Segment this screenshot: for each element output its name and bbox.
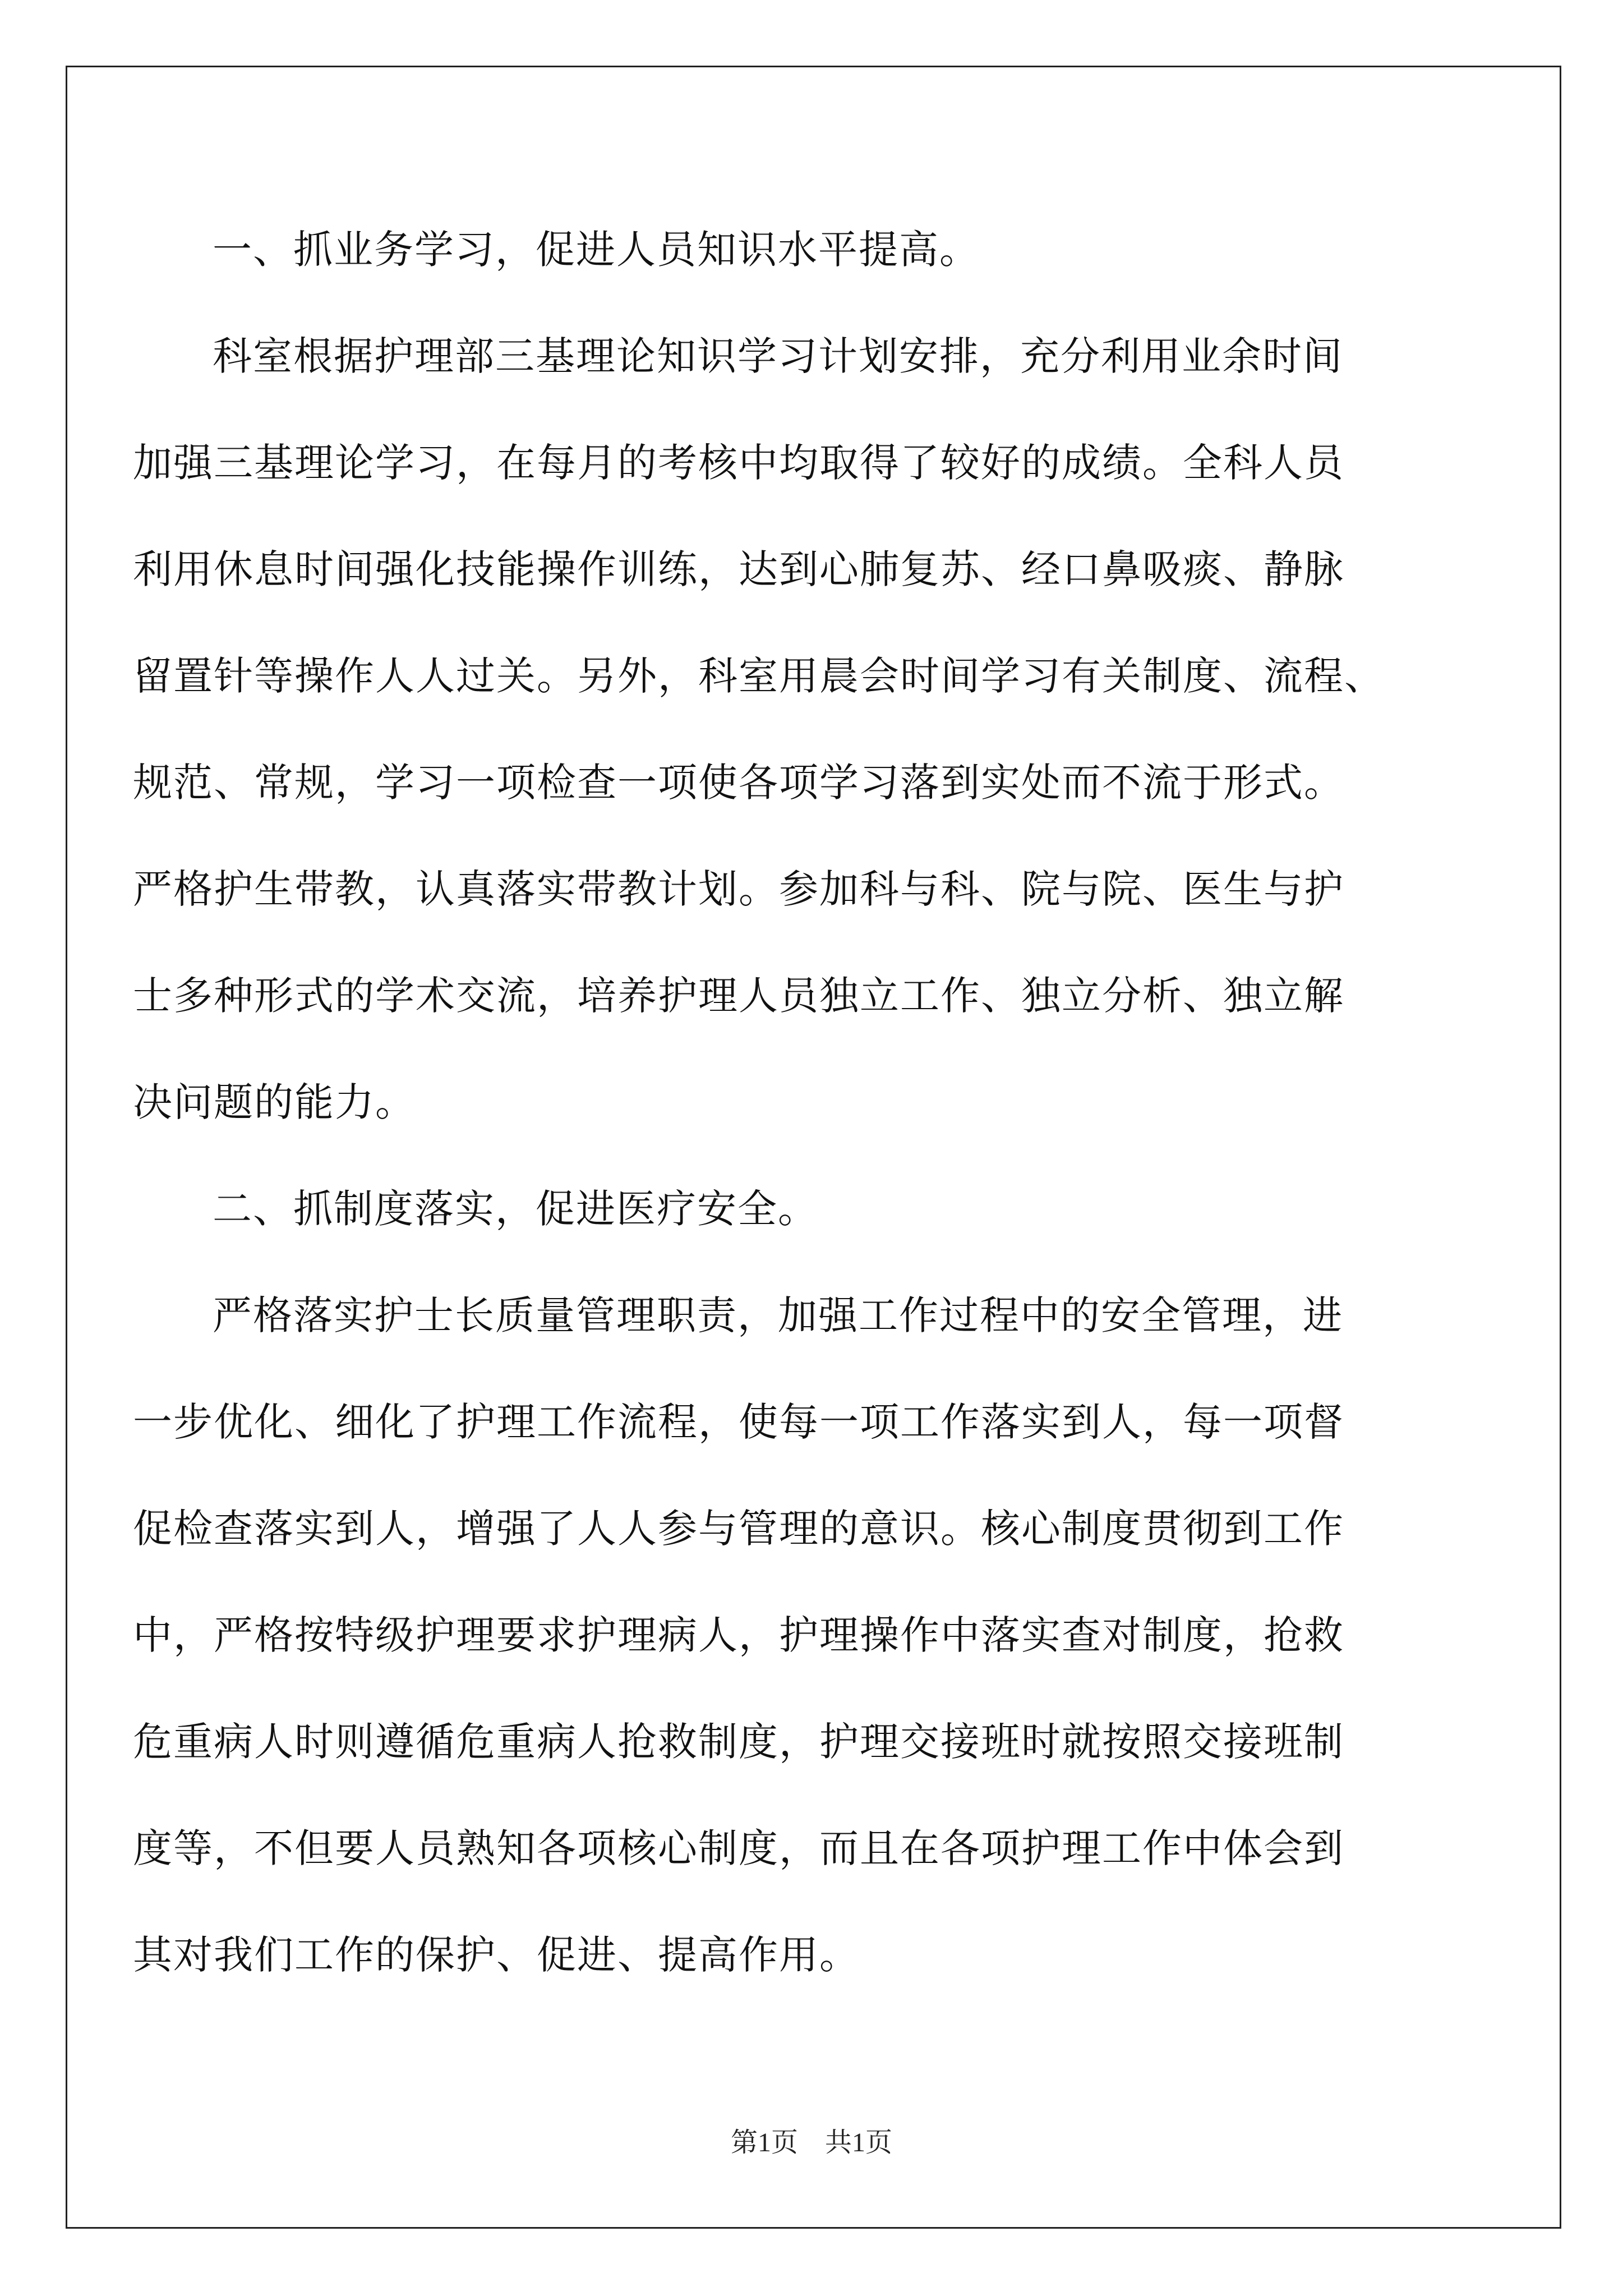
paragraph-2-line-1: 严格落实护士长质量管理职责，加强工作过程中的安全管理，进	[213, 1292, 1343, 1338]
paragraph-1-line-7: 士多种形式的学术交流，培养护理人员独立工作、独立分析、独立解	[133, 973, 1344, 1019]
paragraph-1-line-2: 加强三基理论学习，在每月的考核中均取得了较好的成绩。全科人员	[133, 440, 1344, 486]
paragraph-1-line-6: 严格护生带教，认真落实带教计划。参加科与科、院与院、医生与护	[133, 866, 1344, 912]
section-heading-1: 一、抓业务学习，促进人员知识水平提高。	[213, 227, 980, 273]
paragraph-1-line-3: 利用休息时间强化技能操作训练，达到心肺复苏、经口鼻吸痰、静脉	[133, 546, 1344, 592]
paragraph-2-line-4: 中，严格按特级护理要求护理病人，护理操作中落实查对制度，抢救	[133, 1612, 1344, 1658]
paragraph-2-line-2: 一步优化、细化了护理工作流程，使每一项工作落实到人，每一项督	[133, 1399, 1344, 1445]
paragraph-2-line-3: 促检查落实到人，增强了人人参与管理的意识。核心制度贯彻到工作	[133, 1506, 1344, 1552]
paragraph-1-line-8: 决问题的能力。	[133, 1079, 416, 1125]
paragraph-1-line-4: 留置针等操作人人过关。另外，科室用晨会时间学习有关制度、流程、	[133, 653, 1385, 699]
section-heading-2: 二、抓制度落实，促进医疗安全。	[213, 1186, 818, 1232]
paragraph-2-line-7: 其对我们工作的保护、促进、提高作用。	[133, 1932, 860, 1978]
paragraph-1-line-1: 科室根据护理部三基理论知识学习计划安排，充分利用业余时间	[213, 333, 1343, 379]
paragraph-1-line-5: 规范、常规，学习一项检查一项使各项学习落到实处而不流于形式。	[133, 760, 1344, 806]
paragraph-2-line-6: 度等，不但要人员熟知各项核心制度，而且在各项护理工作中体会到	[133, 1825, 1344, 1871]
paragraph-2-line-5: 危重病人时则遵循危重病人抢救制度，护理交接班时就按照交接班制	[133, 1719, 1344, 1765]
page-footer: 第1页 共1页	[730, 2128, 892, 2157]
page-border	[66, 66, 1561, 2229]
